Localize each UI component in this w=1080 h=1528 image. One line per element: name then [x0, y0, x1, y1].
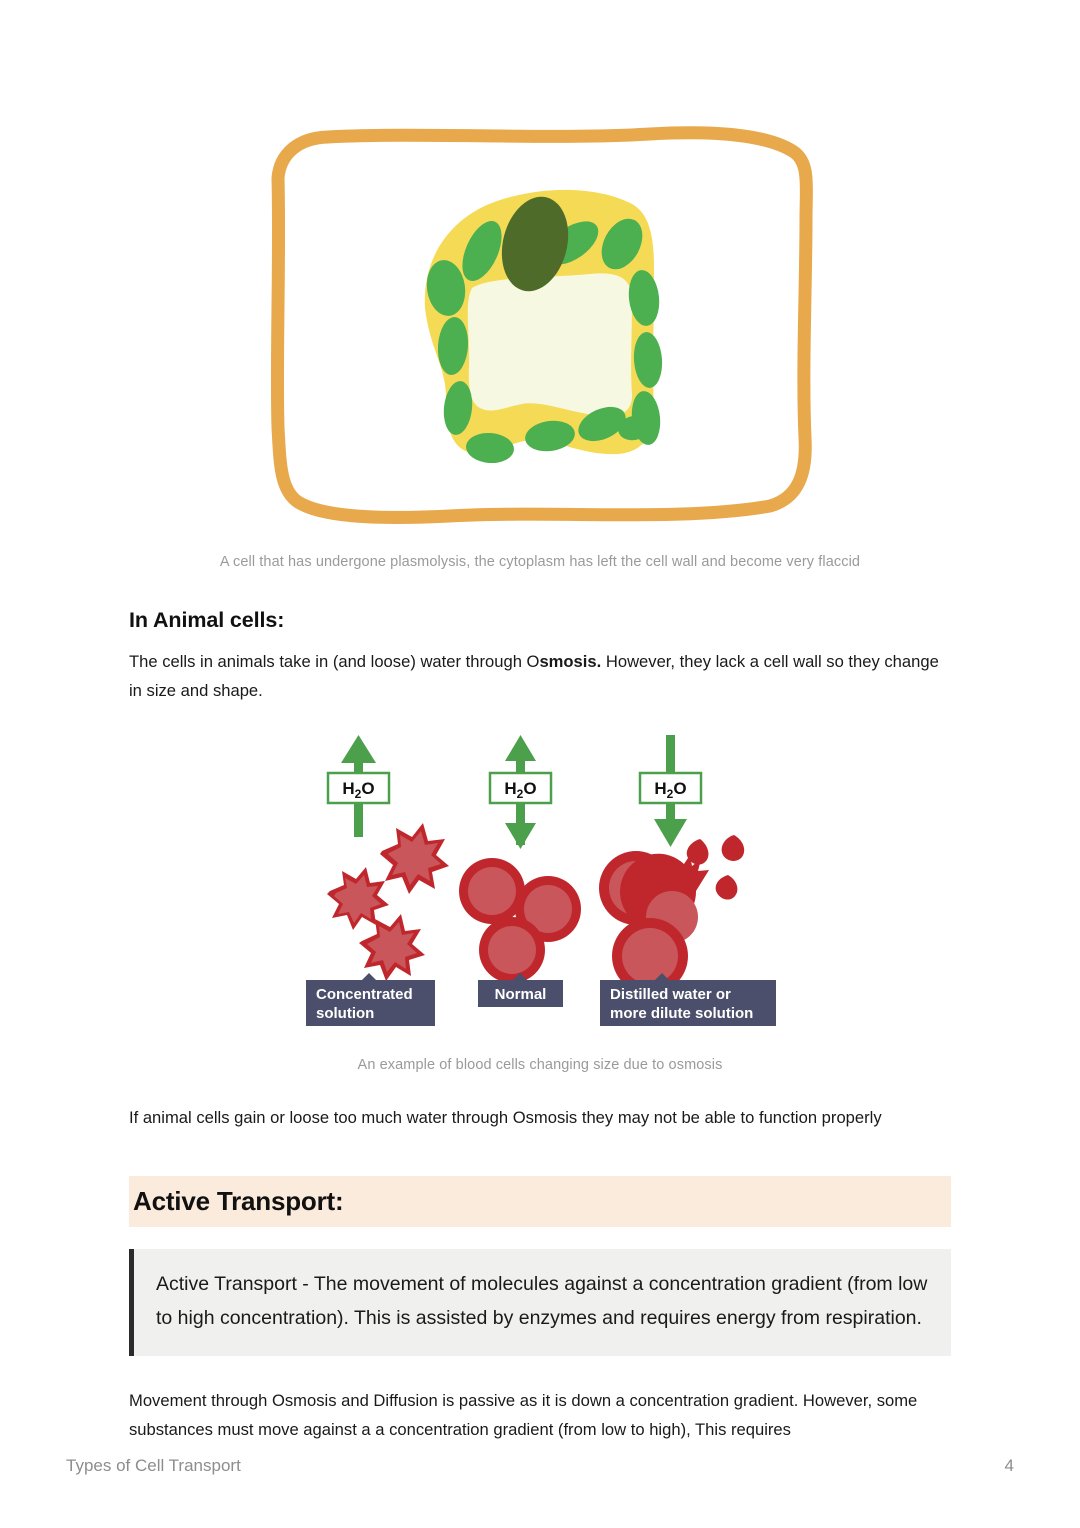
plant-cell-caption: A cell that has undergone plasmolysis, the cytoplasm has left the cell wall and become very flaccid [219, 554, 861, 570]
animal-para-part-2: However, they lack a cell wall so they change in size and shape. [129, 652, 939, 701]
vacuole-shape [468, 273, 632, 416]
normal-cell-3-inner [488, 926, 536, 974]
active-transport-heading: Active Transport: [129, 1176, 951, 1227]
panel-concentrated-solution [306, 735, 449, 1026]
normal-cells-group [459, 858, 581, 983]
cell-fragment-3 [716, 875, 738, 900]
footer-page-number: 4 [1004, 1456, 1014, 1475]
plant-cell-illustration-wrap [129, 118, 951, 538]
swollen-cell-3-inner [622, 928, 678, 984]
active-transport-definition-note: Active Transport - The movement of molecules against a concentration gradient (from low to high concentration). This is assisted by enzymes and requires energy from respiration. [129, 1249, 951, 1356]
label-text-2: Normal [494, 986, 547, 1004]
plasmolysed-plant-cell-icon [250, 118, 830, 538]
normal-cell-1-inner [468, 867, 516, 915]
footer-document-title: Types of Cell Transport [66, 1456, 241, 1475]
cell-fragment-2 [722, 835, 745, 861]
crenated-cells-group [327, 823, 449, 981]
blood-cells-illustration-wrap [129, 731, 951, 1041]
label-text-3-line1: Distilled water or [610, 986, 731, 1004]
arrow-head-up-2 [505, 735, 536, 761]
osmosis-blood-cells-icon [300, 731, 780, 1041]
plant-cell-figure [129, 0, 951, 570]
lysed-cells-group [599, 835, 744, 994]
animal-cells-summary-paragraph: If animal cells gain or loose too much water through Osmosis they may not be able to function properly [129, 1108, 882, 1128]
animal-para-part-1: The cells in animals take in (and loose) water through O [129, 652, 540, 671]
water-label-text-1: $H_2O$ [342, 779, 375, 802]
animal-cells-heading: In Animal cells: [129, 608, 285, 632]
arrow-head-up [341, 735, 376, 763]
animal-cells-paragraph [129, 647, 951, 705]
panel-normal [459, 735, 581, 1007]
arrow-head-down [654, 819, 687, 847]
water-label-text-2: $H_2O$ [504, 779, 537, 802]
label-pointer-1 [362, 973, 376, 980]
panel-distilled-water [599, 735, 776, 1026]
blood-cells-caption: An example of blood cells changing size due to osmosis [357, 1057, 723, 1074]
blood-cells-figure [129, 731, 951, 1073]
label-text-1-line1: Concentrated [316, 986, 413, 1004]
water-label-text-3: $H_2O$ [654, 779, 687, 802]
osmosis-bold-text: smosis. [539, 652, 602, 671]
page-footer [66, 1456, 1014, 1476]
label-text-1-line2: solution [316, 1005, 375, 1023]
label-text-3-line2: more dilute solution [610, 1005, 754, 1023]
arrow-head-down-2 [505, 823, 536, 849]
active-transport-paragraph: Movement through Osmosis and Diffusion is passive as it is down a concentration gradient. However, some substances must move against a a concentration gradient (from low to high), This requires [129, 1391, 918, 1440]
